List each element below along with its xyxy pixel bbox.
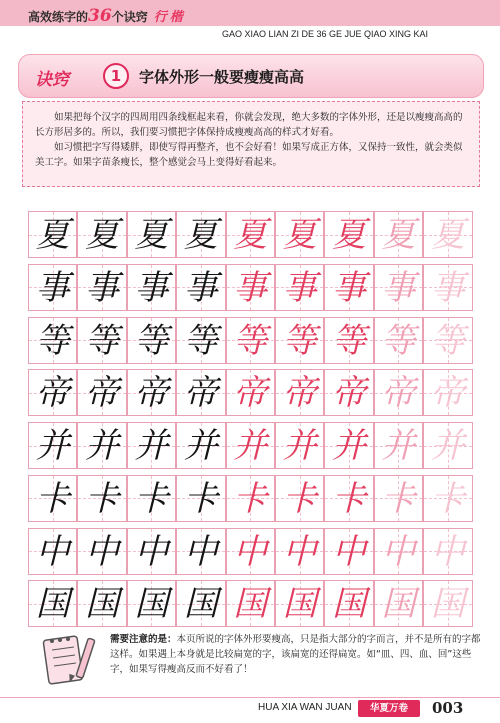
practice-cell — [77, 211, 126, 258]
trace-character: 并 — [282, 426, 317, 466]
trace-character: 等 — [332, 320, 367, 361]
trace-character: 事 — [282, 267, 317, 308]
trace-character: 国 — [183, 584, 218, 625]
practice-cell — [423, 528, 472, 575]
practice-cell — [324, 264, 373, 311]
bottom-note — [110, 632, 482, 677]
book-title — [28, 6, 186, 26]
trace-character: 中 — [381, 531, 416, 572]
trace-character: 帝 — [134, 373, 169, 414]
model-character: 等 — [35, 320, 70, 361]
model-character: 国 — [35, 584, 70, 625]
practice-cell — [226, 528, 275, 575]
practice-cell — [324, 580, 373, 627]
practice-cell — [77, 580, 126, 627]
header-pinyin: GAO XIAO LIAN ZI DE 36 GE JUE QIAO XING KAI — [222, 29, 429, 39]
book-title-prefix: 高效练字的 — [28, 10, 89, 24]
practice-cell — [324, 369, 373, 416]
trace-character: 等 — [282, 320, 317, 361]
practice-cell — [77, 317, 126, 364]
intro-box — [22, 101, 480, 187]
trace-character: 并 — [332, 426, 367, 466]
practice-cell — [324, 422, 373, 469]
trace-character: 国 — [233, 584, 268, 625]
practice-cell — [127, 475, 176, 522]
trace-character: 事 — [381, 267, 416, 308]
note-label: 需要注意的是： — [110, 634, 177, 645]
trace-character: 并 — [183, 426, 218, 466]
trace-character: 并 — [85, 426, 120, 466]
practice-cell — [28, 580, 77, 627]
trace-character: 帝 — [332, 373, 367, 414]
trace-character: 等 — [183, 320, 218, 361]
practice-cell — [374, 369, 423, 416]
practice-cell — [374, 317, 423, 364]
practice-cell — [77, 422, 126, 469]
trace-character: 卡 — [183, 478, 218, 519]
practice-cell — [423, 580, 472, 627]
practice-cell — [226, 422, 275, 469]
trace-character: 帝 — [233, 373, 268, 414]
practice-cell — [127, 211, 176, 258]
practice-cell — [324, 317, 373, 364]
trace-character: 夏 — [85, 215, 120, 255]
practice-cell — [226, 264, 275, 311]
trace-character: 等 — [430, 320, 465, 361]
practice-cell — [176, 422, 225, 469]
practice-cell — [176, 317, 225, 364]
practice-cell — [176, 211, 225, 258]
practice-cell — [275, 580, 324, 627]
trace-character: 事 — [85, 267, 120, 308]
practice-cell — [77, 475, 126, 522]
trace-character: 卡 — [430, 478, 465, 519]
practice-cell — [226, 211, 275, 258]
book-title-script: 行楷 — [153, 10, 186, 25]
section-title-card — [18, 54, 484, 98]
trace-character: 中 — [183, 531, 218, 572]
trace-character: 等 — [381, 320, 416, 361]
practice-cell — [324, 475, 373, 522]
trace-character: 帝 — [85, 373, 120, 414]
trace-character: 夏 — [183, 215, 218, 255]
intro-paragraph-2: 如习惯把字写得矮胖，即使写得再整齐，也不会好看！如果写成正方体，又保持一致性，就会类似美工字。如果字苗条瘦长，整个感觉会马上变得好看起来。 — [35, 142, 463, 168]
practice-cell — [77, 264, 126, 311]
trace-character: 夏 — [381, 215, 416, 255]
trace-character: 事 — [134, 267, 169, 308]
practice-cell — [275, 369, 324, 416]
trace-character: 中 — [282, 531, 317, 572]
trace-character: 卡 — [332, 478, 367, 519]
section-label: 诀窍 — [35, 70, 69, 90]
trace-character: 中 — [233, 531, 268, 572]
trace-character: 事 — [233, 267, 268, 308]
trace-character: 卡 — [282, 478, 317, 519]
practice-cell — [423, 475, 472, 522]
trace-character: 事 — [183, 267, 218, 308]
trace-character: 事 — [332, 267, 367, 308]
trace-character: 中 — [430, 531, 465, 572]
trace-character: 等 — [233, 320, 268, 361]
trace-character: 帝 — [282, 373, 317, 414]
practice-cell — [127, 580, 176, 627]
trace-character: 夏 — [332, 215, 367, 255]
practice-cell — [176, 369, 225, 416]
practice-cell — [226, 475, 275, 522]
trace-character: 帝 — [381, 373, 416, 414]
notepad-pen-icon — [38, 632, 100, 688]
trace-character: 并 — [233, 426, 268, 466]
practice-cell — [324, 528, 373, 575]
trace-character: 国 — [332, 584, 367, 625]
practice-cell — [127, 369, 176, 416]
intro-paragraph-1: 如果把每个汉字的四周用四条线框起来看，你就会发现，绝大多数的字体外形，还是以瘦瘦高高的长方形居多的。所以，我们要习惯把字体保持成瘦瘦高高的样式才好看。 — [35, 112, 463, 138]
trace-character: 并 — [430, 426, 465, 466]
practice-cell — [77, 528, 126, 575]
book-title-number: 36 — [88, 6, 112, 26]
practice-cell — [28, 528, 77, 575]
note-text: 本页所说的字体外形要瘦高，只是指大部分的字而言，并不是所有的字都这样。如果遇上本身就是比较扁宽的字，该扁宽的还得扁宽。如“皿、四、血、回”这些字，如果写得瘦高反而不好看了！ — [110, 634, 481, 675]
trace-character: 并 — [134, 426, 169, 466]
practice-cell — [275, 264, 324, 311]
practice-cell — [374, 422, 423, 469]
trace-character: 并 — [381, 426, 416, 466]
footer-pinyin: HUA XIA WAN JUAN — [258, 702, 352, 713]
model-character: 卡 — [35, 478, 70, 519]
section-number-badge: 1 — [103, 63, 129, 89]
practice-cell — [423, 422, 472, 469]
model-character: 事 — [35, 267, 70, 308]
publisher-tag: 华夏万卷 — [358, 700, 420, 717]
practice-cell — [28, 422, 77, 469]
practice-cell — [28, 264, 77, 311]
trace-character: 国 — [381, 584, 416, 625]
model-character: 并 — [35, 426, 70, 466]
trace-character: 中 — [332, 531, 367, 572]
practice-cell — [374, 211, 423, 258]
trace-character: 夏 — [282, 215, 317, 255]
trace-character: 中 — [134, 531, 169, 572]
practice-grid — [28, 211, 473, 633]
book-title-suffix: 个诀窍 — [111, 10, 148, 24]
page-number: 003 — [432, 699, 464, 717]
practice-cell — [275, 475, 324, 522]
trace-character: 国 — [430, 584, 465, 625]
trace-character: 卡 — [233, 478, 268, 519]
trace-character: 等 — [85, 320, 120, 361]
trace-character: 卡 — [134, 478, 169, 519]
trace-character: 夏 — [430, 215, 465, 255]
header-bar — [0, 0, 500, 26]
practice-cell — [275, 422, 324, 469]
trace-character: 帝 — [430, 373, 465, 414]
practice-cell — [275, 317, 324, 364]
trace-character: 中 — [85, 531, 120, 572]
trace-character: 夏 — [134, 215, 169, 255]
practice-cell — [176, 528, 225, 575]
practice-cell — [127, 264, 176, 311]
practice-cell — [77, 369, 126, 416]
practice-cell — [423, 369, 472, 416]
practice-cell — [423, 211, 472, 258]
practice-cell — [28, 317, 77, 364]
practice-cell — [176, 264, 225, 311]
practice-cell — [374, 528, 423, 575]
model-character: 中 — [35, 531, 70, 572]
practice-cell — [127, 422, 176, 469]
practice-cell — [374, 264, 423, 311]
section-heading: 字体外形一般要瘦瘦高高 — [139, 68, 305, 86]
practice-cell — [275, 528, 324, 575]
trace-character: 国 — [282, 584, 317, 625]
practice-cell — [127, 528, 176, 575]
trace-character: 事 — [430, 267, 465, 308]
trace-character: 国 — [85, 584, 120, 625]
footer-divider — [0, 697, 500, 698]
practice-cell — [176, 580, 225, 627]
trace-character: 卡 — [381, 478, 416, 519]
practice-cell — [127, 317, 176, 364]
trace-character: 卡 — [85, 478, 120, 519]
practice-cell — [374, 580, 423, 627]
practice-cell — [423, 264, 472, 311]
practice-cell — [28, 211, 77, 258]
practice-cell — [28, 475, 77, 522]
trace-character: 帝 — [183, 373, 218, 414]
practice-cell — [275, 211, 324, 258]
practice-cell — [28, 369, 77, 416]
practice-cell — [324, 211, 373, 258]
practice-cell — [226, 317, 275, 364]
practice-cell — [226, 580, 275, 627]
practice-cell — [374, 475, 423, 522]
practice-cell — [176, 475, 225, 522]
model-character: 夏 — [35, 215, 70, 255]
practice-cell — [423, 317, 472, 364]
trace-character: 夏 — [233, 215, 268, 255]
trace-character: 国 — [134, 584, 169, 625]
model-character: 帝 — [35, 373, 70, 414]
trace-character: 等 — [134, 320, 169, 361]
practice-cell — [226, 369, 275, 416]
